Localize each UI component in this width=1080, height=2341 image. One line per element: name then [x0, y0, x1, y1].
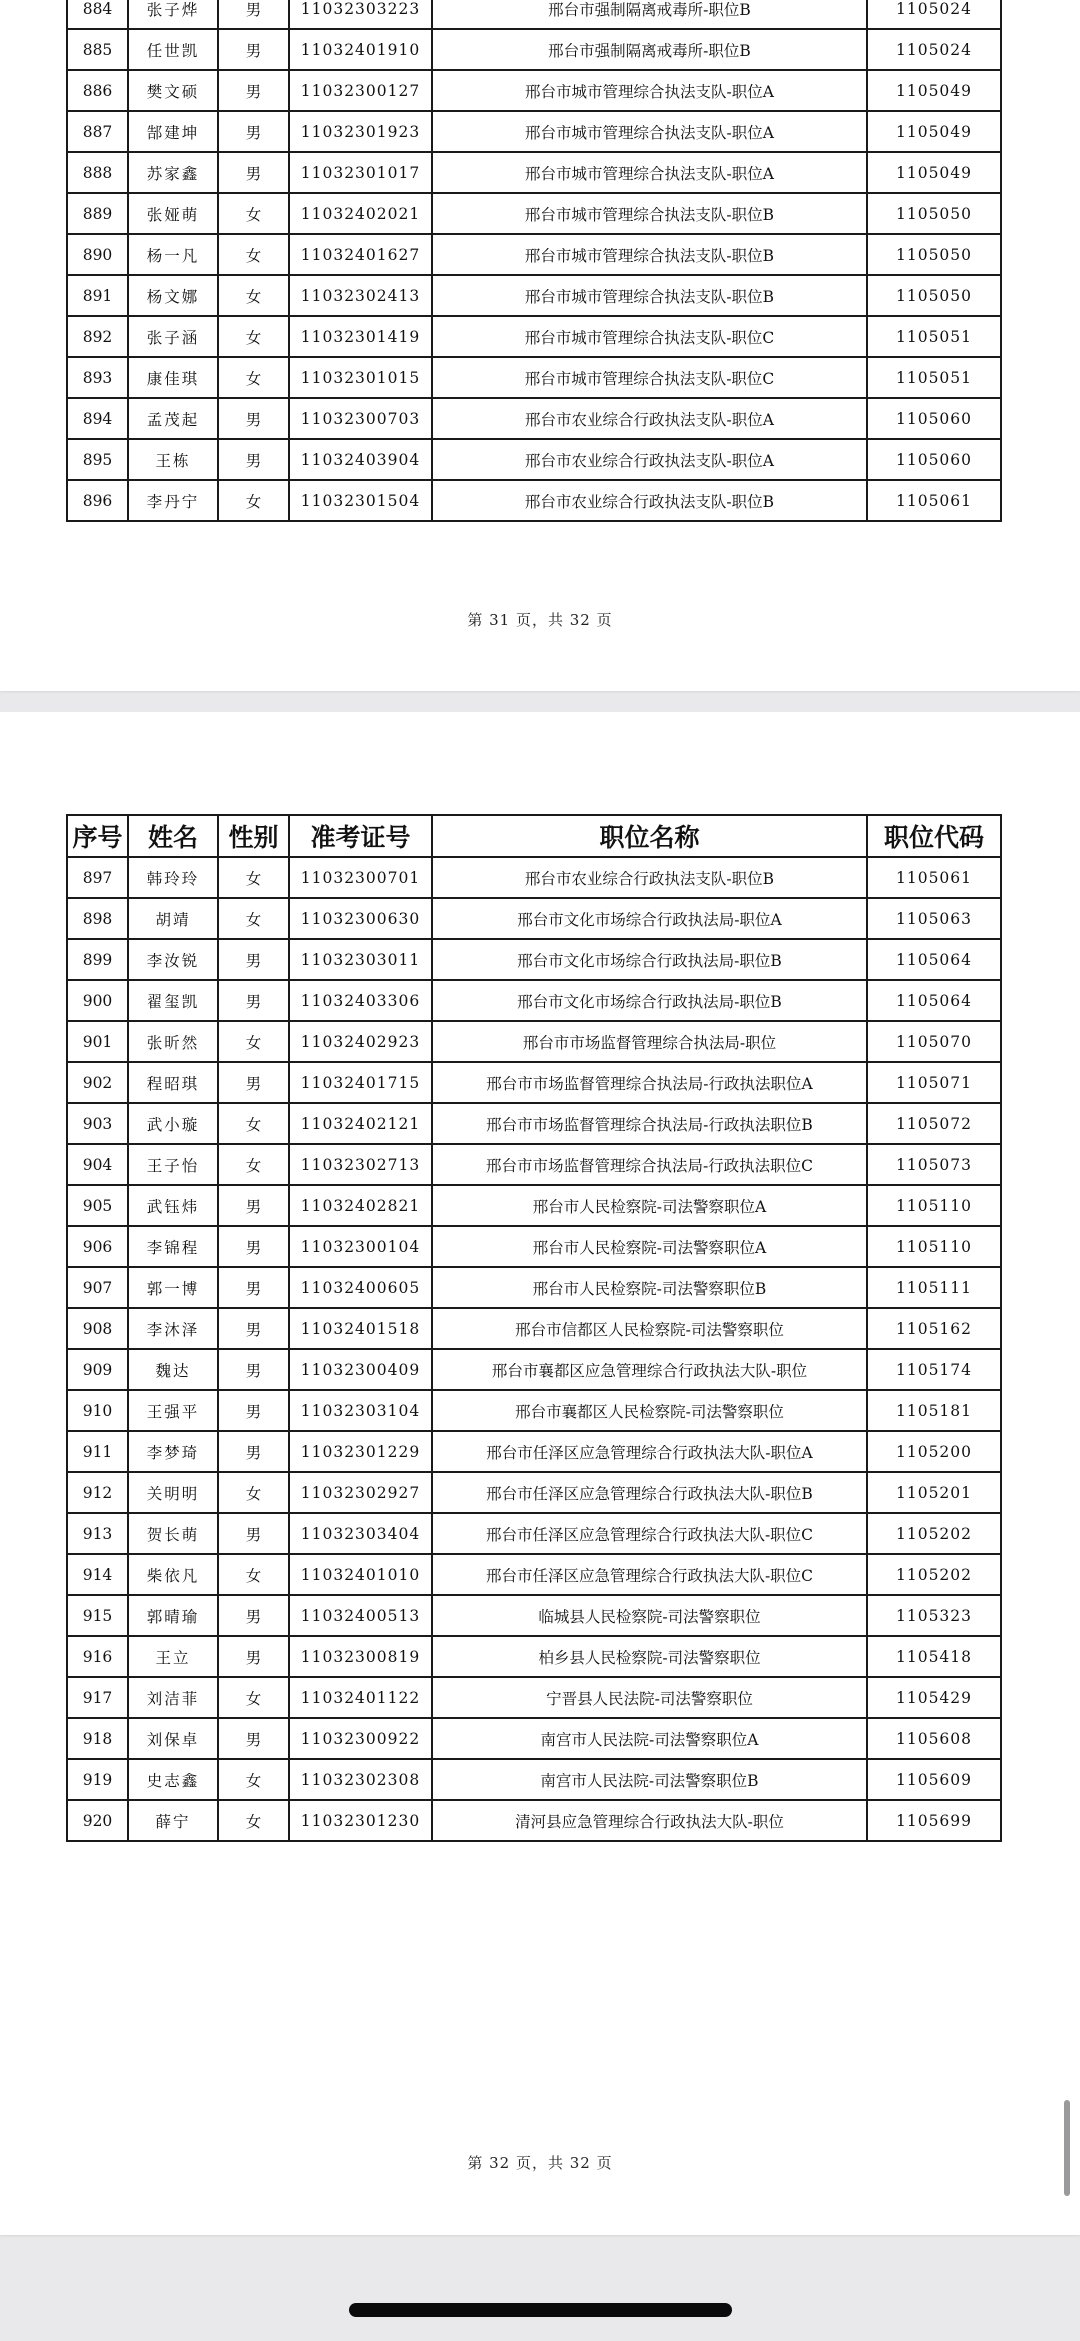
cell-name: 张子烨: [128, 0, 218, 29]
table-row: [67, 480, 1001, 521]
cell-no: 906: [67, 1226, 128, 1267]
cell-position-code: 1105072: [867, 1103, 1001, 1144]
cell-no: 900: [67, 980, 128, 1021]
cell-gender: 女: [218, 898, 289, 939]
cell-gender: 男: [218, 1718, 289, 1759]
cell-position: 邢台市任泽区应急管理综合行政执法大队-职位C: [432, 1554, 867, 1595]
cell-name: 史志鑫: [128, 1759, 218, 1800]
cell-name: 贺长萌: [128, 1513, 218, 1554]
cell-no: 895: [67, 439, 128, 480]
header-position: 职位名称: [432, 815, 867, 857]
cell-exam-id: 11032401518: [289, 1308, 432, 1349]
cell-position: 柏乡县人民检察院-司法警察职位: [432, 1636, 867, 1677]
cell-exam-id: 11032401627: [289, 234, 432, 275]
cell-no: 919: [67, 1759, 128, 1800]
cell-no: 890: [67, 234, 128, 275]
cell-exam-id: 11032400513: [289, 1595, 432, 1636]
cell-name: 王强平: [128, 1390, 218, 1431]
cell-name: 王子怡: [128, 1144, 218, 1185]
scrollbar-thumb[interactable]: [1064, 2100, 1070, 2196]
cell-gender: 男: [218, 1308, 289, 1349]
cell-gender: 男: [218, 29, 289, 70]
cell-no: 915: [67, 1595, 128, 1636]
home-indicator[interactable]: [349, 2303, 732, 2317]
cell-gender: 男: [218, 111, 289, 152]
cell-gender: 男: [218, 1062, 289, 1103]
cell-no: 917: [67, 1677, 128, 1718]
cell-exam-id: 11032301230: [289, 1800, 432, 1841]
table-header-row: [67, 815, 1001, 857]
cell-no: 887: [67, 111, 128, 152]
cell-name: 康佳琪: [128, 357, 218, 398]
table-row: [67, 1431, 1001, 1472]
cell-position-code: 1105699: [867, 1800, 1001, 1841]
table-row: [67, 1513, 1001, 1554]
cell-position-code: 1105024: [867, 0, 1001, 29]
cell-gender: 男: [218, 1431, 289, 1472]
cell-no: 920: [67, 1800, 128, 1841]
cell-no: 893: [67, 357, 128, 398]
table-row: [67, 939, 1001, 980]
cell-position-code: 1105051: [867, 357, 1001, 398]
cell-gender: 男: [218, 152, 289, 193]
cell-exam-id: 11032300922: [289, 1718, 432, 1759]
cell-position: 南宫市人民法院-司法警察职位A: [432, 1718, 867, 1759]
cell-name: 柴依凡: [128, 1554, 218, 1595]
cell-no: 914: [67, 1554, 128, 1595]
cell-name: 李沐泽: [128, 1308, 218, 1349]
header-code: 职位代码: [867, 815, 1001, 857]
cell-no: 892: [67, 316, 128, 357]
cell-name: 韩玲玲: [128, 857, 218, 898]
cell-exam-id: 11032301923: [289, 111, 432, 152]
cell-position: 邢台市市场监督管理综合执法局-行政执法职位C: [432, 1144, 867, 1185]
cell-no: 908: [67, 1308, 128, 1349]
cell-position: 邢台市人民检察院-司法警察职位A: [432, 1226, 867, 1267]
cell-no: 905: [67, 1185, 128, 1226]
cell-name: 刘保卓: [128, 1718, 218, 1759]
cell-no: 916: [67, 1636, 128, 1677]
cell-position-code: 1105064: [867, 980, 1001, 1021]
table-row: [67, 1267, 1001, 1308]
cell-position-code: 1105111: [867, 1267, 1001, 1308]
cell-no: 907: [67, 1267, 128, 1308]
cell-position: 邢台市农业综合行政执法支队-职位B: [432, 857, 867, 898]
cell-position: 邢台市城市管理综合执法支队-职位A: [432, 111, 867, 152]
table-row: [67, 29, 1001, 70]
cell-gender: 男: [218, 0, 289, 29]
header-name: 姓名: [128, 815, 218, 857]
table-row: [67, 70, 1001, 111]
header-exam-id: 准考证号: [289, 815, 432, 857]
table-row: [67, 0, 1001, 29]
cell-position-code: 1105609: [867, 1759, 1001, 1800]
cell-position-code: 1105071: [867, 1062, 1001, 1103]
cell-position-code: 1105070: [867, 1021, 1001, 1062]
cell-gender: 女: [218, 1144, 289, 1185]
cell-no: 902: [67, 1062, 128, 1103]
cell-name: 任世凯: [128, 29, 218, 70]
cell-name: 李丹宁: [128, 480, 218, 521]
cell-name: 樊文硕: [128, 70, 218, 111]
cell-position: 邢台市农业综合行政执法支队-职位A: [432, 398, 867, 439]
cell-exam-id: 11032402821: [289, 1185, 432, 1226]
cell-exam-id: 11032403306: [289, 980, 432, 1021]
cell-name: 武小璇: [128, 1103, 218, 1144]
cell-no: 886: [67, 70, 128, 111]
cell-position: 邢台市任泽区应急管理综合行政执法大队-职位C: [432, 1513, 867, 1554]
cell-name: 程昭琪: [128, 1062, 218, 1103]
cell-no: 884: [67, 0, 128, 29]
cell-exam-id: 11032401910: [289, 29, 432, 70]
cell-gender: 男: [218, 439, 289, 480]
cell-exam-id: 11032300127: [289, 70, 432, 111]
table-row: [67, 357, 1001, 398]
table-row: [67, 152, 1001, 193]
cell-no: 912: [67, 1472, 128, 1513]
cell-position-code: 1105049: [867, 111, 1001, 152]
cell-gender: 男: [218, 70, 289, 111]
cell-exam-id: 11032303404: [289, 1513, 432, 1554]
cell-position: 邢台市城市管理综合执法支队-职位A: [432, 152, 867, 193]
cell-position-code: 1105060: [867, 398, 1001, 439]
cell-exam-id: 11032302413: [289, 275, 432, 316]
cell-no: 898: [67, 898, 128, 939]
cell-name: 李汝锐: [128, 939, 218, 980]
cell-no: 904: [67, 1144, 128, 1185]
table-row: [67, 111, 1001, 152]
cell-position: 邢台市文化市场综合行政执法局-职位B: [432, 980, 867, 1021]
cell-position-code: 1105181: [867, 1390, 1001, 1431]
cell-position: 邢台市强制隔离戒毒所-职位B: [432, 0, 867, 29]
cell-position: 邢台市农业综合行政执法支队-职位A: [432, 439, 867, 480]
cell-position: 邢台市城市管理综合执法支队-职位A: [432, 70, 867, 111]
cell-no: 891: [67, 275, 128, 316]
table-row: [67, 234, 1001, 275]
cell-name: 李梦琦: [128, 1431, 218, 1472]
cell-position: 邢台市襄都区应急管理综合行政执法大队-职位: [432, 1349, 867, 1390]
cell-name: 李锦程: [128, 1226, 218, 1267]
cell-name: 魏达: [128, 1349, 218, 1390]
table-row: [67, 1595, 1001, 1636]
cell-name: 张昕然: [128, 1021, 218, 1062]
cell-position: 邢台市任泽区应急管理综合行政执法大队-职位B: [432, 1472, 867, 1513]
cell-name: 武钰炜: [128, 1185, 218, 1226]
cell-name: 杨文娜: [128, 275, 218, 316]
cell-gender: 男: [218, 980, 289, 1021]
cell-gender: 女: [218, 1800, 289, 1841]
cell-exam-id: 11032302927: [289, 1472, 432, 1513]
cell-gender: 女: [218, 1472, 289, 1513]
table-row: [67, 398, 1001, 439]
cell-no: 885: [67, 29, 128, 70]
cell-exam-id: 11032401122: [289, 1677, 432, 1718]
table-row: [67, 1636, 1001, 1677]
cell-gender: 女: [218, 1103, 289, 1144]
cell-position: 邢台市城市管理综合执法支队-职位B: [432, 275, 867, 316]
table-row: [67, 193, 1001, 234]
cell-no: 903: [67, 1103, 128, 1144]
cell-position-code: 1105110: [867, 1226, 1001, 1267]
cell-exam-id: 11032301504: [289, 480, 432, 521]
cell-position: 邢台市市场监督管理综合执法局-行政执法职位B: [432, 1103, 867, 1144]
cell-gender: 女: [218, 357, 289, 398]
cell-gender: 男: [218, 1595, 289, 1636]
table-row: [67, 1677, 1001, 1718]
cell-gender: 男: [218, 1226, 289, 1267]
cell-position-code: 1105200: [867, 1431, 1001, 1472]
cell-gender: 女: [218, 234, 289, 275]
cell-exam-id: 11032302713: [289, 1144, 432, 1185]
page-footer-32: 第 32 页，共 32 页: [467, 2154, 613, 2172]
cell-name: 王栋: [128, 439, 218, 480]
cell-position-code: 1105024: [867, 29, 1001, 70]
cell-exam-id: 11032300819: [289, 1636, 432, 1677]
cell-position: 邢台市人民检察院-司法警察职位A: [432, 1185, 867, 1226]
cell-no: 911: [67, 1431, 128, 1472]
cell-exam-id: 11032301229: [289, 1431, 432, 1472]
cell-name: 杨一凡: [128, 234, 218, 275]
cell-name: 王立: [128, 1636, 218, 1677]
cell-position-code: 1105061: [867, 857, 1001, 898]
table-row: [67, 1349, 1001, 1390]
cell-exam-id: 11032303011: [289, 939, 432, 980]
cell-gender: 男: [218, 1636, 289, 1677]
cell-no: 899: [67, 939, 128, 980]
cell-position-code: 1105418: [867, 1636, 1001, 1677]
cell-position: 邢台市市场监督管理综合执法局-职位: [432, 1021, 867, 1062]
header-gender: 性别: [218, 815, 289, 857]
results-table-page-31: [66, 0, 1002, 522]
cell-name: 孟茂起: [128, 398, 218, 439]
cell-position: 邢台市任泽区应急管理综合行政执法大队-职位A: [432, 1431, 867, 1472]
table-row: [67, 1308, 1001, 1349]
cell-exam-id: 11032401010: [289, 1554, 432, 1595]
cell-exam-id: 11032300703: [289, 398, 432, 439]
cell-position-code: 1105202: [867, 1513, 1001, 1554]
cell-no: 888: [67, 152, 128, 193]
cell-no: 896: [67, 480, 128, 521]
cell-exam-id: 11032300104: [289, 1226, 432, 1267]
pdf-page-32: [0, 712, 1080, 2235]
cell-no: 909: [67, 1349, 128, 1390]
results-table-page-32: [66, 814, 1002, 1842]
cell-position: 邢台市市场监督管理综合执法局-行政执法职位A: [432, 1062, 867, 1103]
cell-gender: 女: [218, 480, 289, 521]
cell-position-code: 1105429: [867, 1677, 1001, 1718]
cell-exam-id: 11032301017: [289, 152, 432, 193]
cell-name: 苏家鑫: [128, 152, 218, 193]
cell-position: 邢台市城市管理综合执法支队-职位B: [432, 193, 867, 234]
cell-position: 宁晋县人民法院-司法警察职位: [432, 1677, 867, 1718]
cell-position-code: 1105073: [867, 1144, 1001, 1185]
cell-exam-id: 11032403904: [289, 439, 432, 480]
table-row: [67, 275, 1001, 316]
cell-position-code: 1105049: [867, 70, 1001, 111]
cell-position: 邢台市文化市场综合行政执法局-职位A: [432, 898, 867, 939]
table-row: [67, 898, 1001, 939]
cell-name: 刘洁菲: [128, 1677, 218, 1718]
table-row: [67, 1226, 1001, 1267]
cell-position: 南宫市人民法院-司法警察职位B: [432, 1759, 867, 1800]
cell-gender: 女: [218, 1677, 289, 1718]
cell-no: 913: [67, 1513, 128, 1554]
cell-name: 胡靖: [128, 898, 218, 939]
cell-gender: 男: [218, 1390, 289, 1431]
cell-exam-id: 11032400605: [289, 1267, 432, 1308]
cell-position: 邢台市襄都区人民检察院-司法警察职位: [432, 1390, 867, 1431]
cell-exam-id: 11032300630: [289, 898, 432, 939]
cell-exam-id: 11032302308: [289, 1759, 432, 1800]
cell-name: 郜建坤: [128, 111, 218, 152]
cell-position-code: 1105608: [867, 1718, 1001, 1759]
table-row: [67, 1185, 1001, 1226]
cell-exam-id: 11032301419: [289, 316, 432, 357]
cell-no: 910: [67, 1390, 128, 1431]
cell-position-code: 1105201: [867, 1472, 1001, 1513]
cell-gender: 女: [218, 193, 289, 234]
table-row: [67, 1718, 1001, 1759]
cell-position: 邢台市信都区人民检察院-司法警察职位: [432, 1308, 867, 1349]
cell-name: 关明明: [128, 1472, 218, 1513]
cell-gender: 女: [218, 1021, 289, 1062]
cell-exam-id: 11032300409: [289, 1349, 432, 1390]
cell-gender: 男: [218, 1185, 289, 1226]
pdf-page-31: [0, 0, 1080, 691]
cell-position-code: 1105162: [867, 1308, 1001, 1349]
cell-position: 清河县应急管理综合行政执法大队-职位: [432, 1800, 867, 1841]
cell-gender: 女: [218, 857, 289, 898]
cell-position-code: 1105174: [867, 1349, 1001, 1390]
table-row: [67, 1021, 1001, 1062]
cell-name: 郭一博: [128, 1267, 218, 1308]
cell-gender: 女: [218, 316, 289, 357]
cell-gender: 女: [218, 1554, 289, 1595]
table-row: [67, 1472, 1001, 1513]
cell-position: 邢台市强制隔离戒毒所-职位B: [432, 29, 867, 70]
header-no: 序号: [67, 815, 128, 857]
cell-gender: 男: [218, 1513, 289, 1554]
cell-position: 邢台市文化市场综合行政执法局-职位B: [432, 939, 867, 980]
cell-position: 邢台市城市管理综合执法支队-职位B: [432, 234, 867, 275]
cell-position: 邢台市农业综合行政执法支队-职位B: [432, 480, 867, 521]
cell-gender: 女: [218, 275, 289, 316]
cell-gender: 男: [218, 1267, 289, 1308]
cell-position: 临城县人民检察院-司法警察职位: [432, 1595, 867, 1636]
cell-position: 邢台市人民检察院-司法警察职位B: [432, 1267, 867, 1308]
cell-name: 薛宁: [128, 1800, 218, 1841]
table-row: [67, 439, 1001, 480]
table-row: [67, 1554, 1001, 1595]
cell-position-code: 1105060: [867, 439, 1001, 480]
cell-exam-id: 11032303104: [289, 1390, 432, 1431]
table-row: [67, 316, 1001, 357]
cell-exam-id: 11032401715: [289, 1062, 432, 1103]
cell-no: 897: [67, 857, 128, 898]
cell-exam-id: 11032402021: [289, 193, 432, 234]
cell-gender: 男: [218, 1349, 289, 1390]
cell-position-code: 1105064: [867, 939, 1001, 980]
cell-position: 邢台市城市管理综合执法支队-职位C: [432, 316, 867, 357]
cell-position-code: 1105110: [867, 1185, 1001, 1226]
cell-name: 张子涵: [128, 316, 218, 357]
cell-position-code: 1105050: [867, 234, 1001, 275]
table-row: [67, 1103, 1001, 1144]
cell-name: 翟玺凯: [128, 980, 218, 1021]
cell-no: 901: [67, 1021, 128, 1062]
cell-position-code: 1105063: [867, 898, 1001, 939]
cell-gender: 女: [218, 1759, 289, 1800]
cell-name: 张娅萌: [128, 193, 218, 234]
cell-position-code: 1105051: [867, 316, 1001, 357]
table-row: [67, 1144, 1001, 1185]
table-row: [67, 1062, 1001, 1103]
cell-position-code: 1105061: [867, 480, 1001, 521]
cell-gender: 男: [218, 398, 289, 439]
cell-no: 918: [67, 1718, 128, 1759]
page-footer-31: 第 31 页，共 32 页: [467, 611, 613, 629]
table-row: [67, 980, 1001, 1021]
cell-no: 889: [67, 193, 128, 234]
cell-position-code: 1105323: [867, 1595, 1001, 1636]
cell-position: 邢台市城市管理综合执法支队-职位C: [432, 357, 867, 398]
cell-position-code: 1105050: [867, 193, 1001, 234]
cell-position-code: 1105202: [867, 1554, 1001, 1595]
table-row: [67, 1390, 1001, 1431]
cell-name: 郭晴瑜: [128, 1595, 218, 1636]
cell-gender: 男: [218, 939, 289, 980]
cell-exam-id: 11032301015: [289, 357, 432, 398]
cell-position-code: 1105050: [867, 275, 1001, 316]
cell-exam-id: 11032303223: [289, 0, 432, 29]
table-row: [67, 1759, 1001, 1800]
cell-no: 894: [67, 398, 128, 439]
table-row: [67, 1800, 1001, 1841]
table-row: [67, 857, 1001, 898]
cell-exam-id: 11032402923: [289, 1021, 432, 1062]
cell-position-code: 1105049: [867, 152, 1001, 193]
cell-exam-id: 11032402121: [289, 1103, 432, 1144]
cell-exam-id: 11032300701: [289, 857, 432, 898]
